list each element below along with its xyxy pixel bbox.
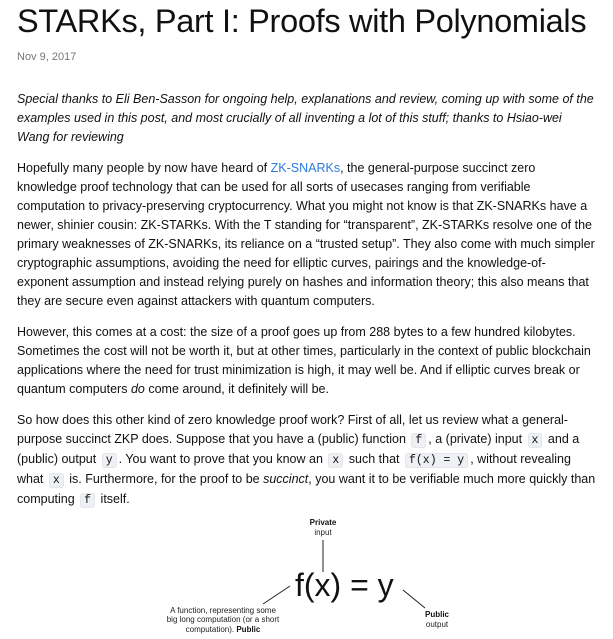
paragraph-text: and a (public) output — [17, 432, 580, 466]
paragraph-cost — [17, 323, 597, 399]
emphasis-text: do — [130, 382, 145, 396]
inline-code: x — [328, 453, 343, 468]
paragraph-text: , you want it to be verifiable much more quickly than computing — [17, 472, 596, 506]
paragraph-text: such that — [345, 452, 403, 466]
diagram-svg — [153, 516, 453, 639]
inline-code: y — [102, 453, 117, 468]
paragraph-text: . You want to prove that you know an — [118, 452, 327, 466]
zk-snarks-link[interactable]: ZK-SNARKs — [270, 161, 341, 175]
acknowledgements: Special thanks to Eli Ben-Sasson for ongoing help, explanations and review, coming up with some of the examples used in this post, and most crucially of all inventing a lot of this stuff; thanks to Hsiao-wei Wang for reviewing — [17, 92, 594, 144]
paragraph-text: itself. — [97, 492, 130, 506]
private-label: Private — [309, 518, 337, 527]
public-sublabel: output — [425, 620, 449, 629]
paragraph-zkp-review — [17, 411, 597, 510]
equation: f(x) = y — [295, 567, 394, 603]
private-sublabel: input — [314, 528, 332, 537]
paragraph-text: is. Furthermore, for the proof to be — [65, 472, 264, 486]
paragraph-text: So how does this other kind of zero knowledge proof work? First of all, let us review what a general-purpose succinct ZKP does. Suppose that you have a (public) function — [17, 413, 568, 446]
paragraph-text: , the general-purpose succinct zero knowledge proof technology that can be used for all sorts of usecases ranging from verifiable computation to privacy-preserving cryptocurrency. What you might not know is that ZK-SNARKs have a newer, shinier cousin: ZK-STARKs. With the T standing for “transparent”, ZK-STARKs resolve one of the primary weaknesses of ZK-SNARKs, its reliance on a “trusted setup”. They also come with much simpler cryptographic assumptions, avoiding the need for elliptic curves, pairings and the knowledge-of-exponent assumption and instead relying purely on hashes and information theory; this also means that they are secure even against attackers with quantum computers. — [17, 161, 595, 308]
inline-code: x — [528, 433, 543, 448]
function-public-label: Public — [236, 625, 261, 634]
function-label-line2: big long computation (or a short — [166, 615, 280, 624]
inline-code: f — [411, 433, 426, 448]
paragraph-text: , a (private) input — [428, 432, 526, 446]
inline-code: f(x) = y — [405, 453, 468, 468]
page-title: STARKs, Part I: Proofs with Polynomials — [17, 3, 587, 39]
function-label-line1: A function, representing some — [170, 606, 276, 615]
function-label-text: computation). — [185, 625, 237, 634]
inline-code: f — [80, 493, 95, 508]
paragraph-text: Hopefully many people by now have heard of — [17, 161, 271, 175]
paragraph-text: come around, it definitely will be. — [144, 382, 329, 396]
function-label-line3 — [186, 625, 261, 634]
paragraph-text: , without revealing what — [17, 452, 571, 486]
post-date: Nov 9, 2017 — [17, 51, 77, 63]
inline-code: x — [49, 473, 64, 488]
function-diagram — [153, 516, 453, 639]
paragraph-text: However, this comes at a cost: the size of a proof goes up from 288 bytes to a few hundred kilobytes. Sometimes the cost will not be worth it, but at other times, particularly in the context of public blockchain applications where the need for trust minimization is high, it may well be. And if elliptic curves break or quantum computers — [17, 325, 591, 396]
paragraph-intro — [17, 159, 597, 311]
public-label: Public — [424, 610, 450, 619]
function-pointer-line — [263, 586, 290, 604]
public-pointer-line — [403, 590, 425, 608]
emphasis-text: succinct — [263, 472, 309, 486]
